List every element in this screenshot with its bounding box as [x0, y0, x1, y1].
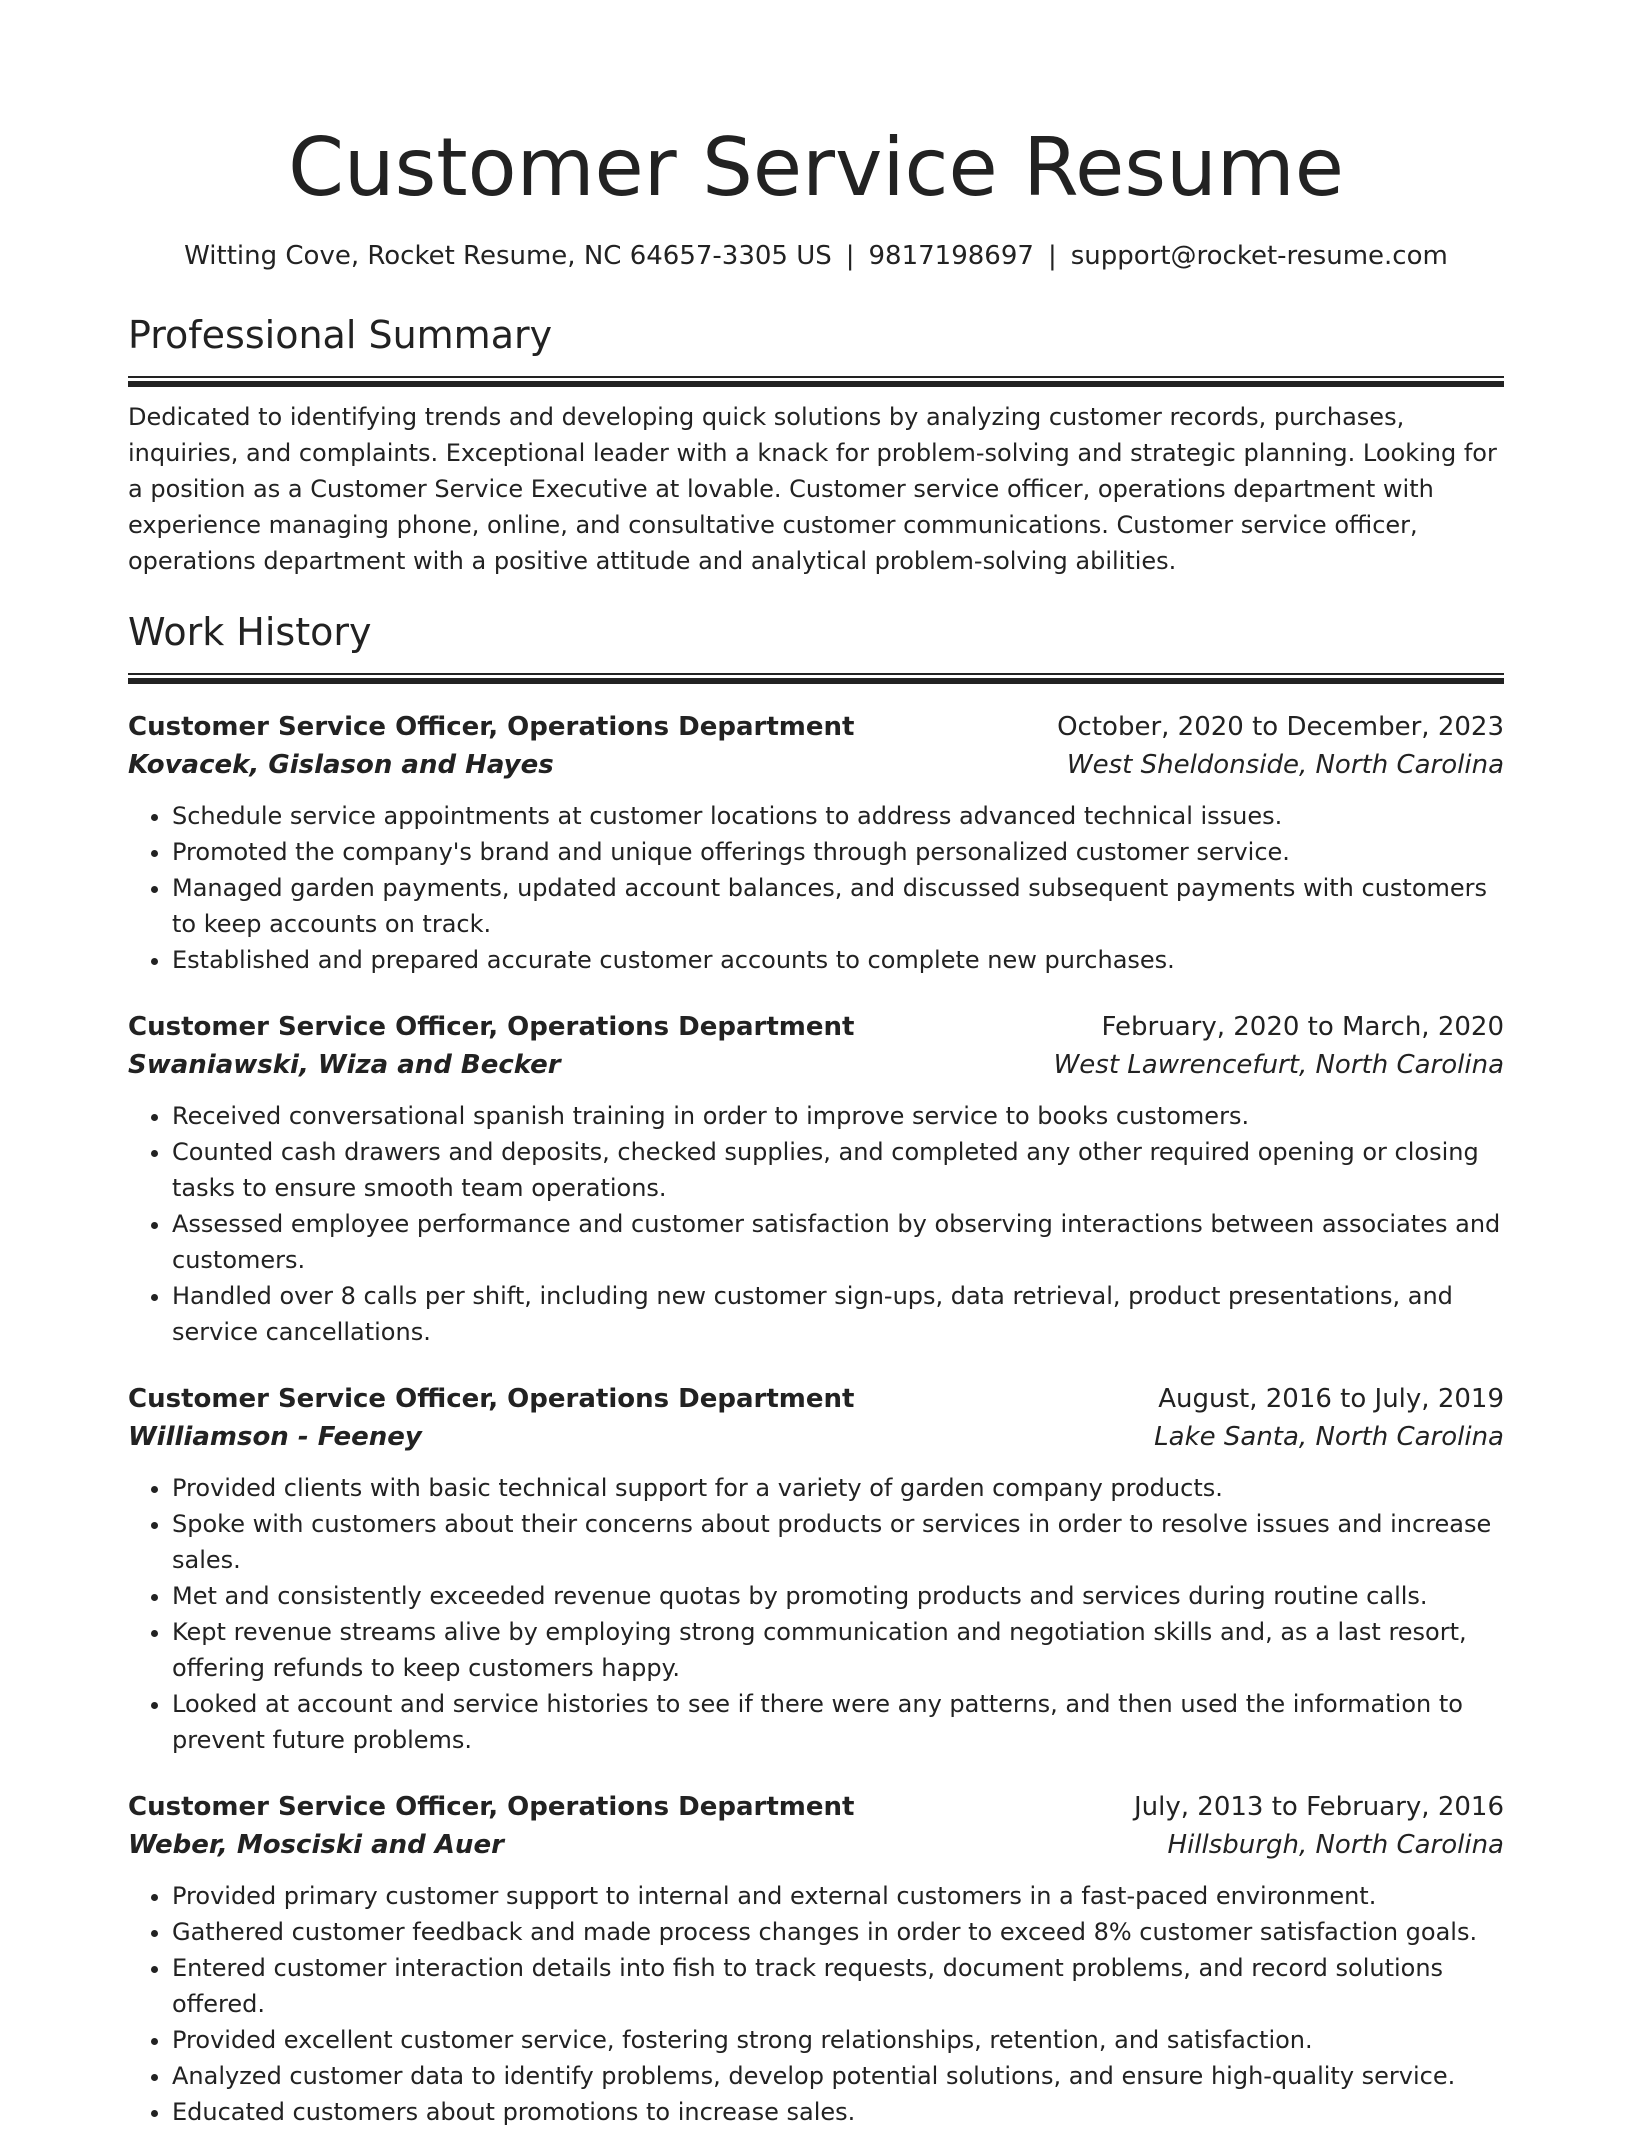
job-bullets — [128, 1878, 1504, 2130]
job-entry — [128, 1380, 1504, 1758]
contact-address: Witting Cove, Rocket Resume, NC 64657-3305 US — [184, 241, 832, 271]
job-title: Customer Service Officer, Operations Department — [128, 1792, 855, 1822]
job-bullet: • Established and prepared accurate customer accounts to complete new purchases. — [172, 942, 1504, 978]
job-location: West Lawrencefurt, North Carolina — [1053, 1050, 1504, 1080]
job-dates: August, 2016 to July, 2019 — [1158, 1384, 1504, 1414]
resume-title: Customer Service Resume — [288, 121, 1344, 214]
job-bullet: • Managed garden payments, updated account balances, and discussed subsequent payments with customers to keep accounts on track. — [172, 870, 1504, 942]
job-bullet: • Gathered customer feedback and made process changes in order to exceed 8% customer satisfaction goals. — [172, 1914, 1504, 1950]
job-entry — [128, 708, 1504, 978]
contact-line — [128, 238, 1504, 274]
job-bullet: • Met and consistently exceeded revenue quotas by promoting products and services during routine calls. — [172, 1578, 1504, 1614]
job-location: Lake Santa, North Carolina — [1154, 1422, 1504, 1452]
job-location: Hillsburgh, North Carolina — [1167, 1830, 1504, 1860]
job-bullets — [128, 1470, 1504, 1758]
job-company-row — [128, 1418, 1504, 1456]
job-bullet: • Handled over 8 calls per shift, including new customer sign-ups, data retrieval, product presentations, and service cancellations. — [172, 1278, 1504, 1350]
section-heading-summary: Professional Summary — [128, 313, 553, 357]
job-company-row — [128, 1046, 1504, 1084]
section-divider — [128, 376, 1504, 387]
job-dates: February, 2020 to March, 2020 — [1101, 1012, 1504, 1042]
job-company: Kovacek, Gislason and Hayes — [128, 750, 554, 780]
job-dates: October, 2020 to December, 2023 — [1057, 712, 1504, 742]
job-entry — [128, 1788, 1504, 2130]
job-title: Customer Service Officer, Operations Department — [128, 1384, 855, 1414]
contact-email: support@rocket-resume.com — [1070, 241, 1448, 271]
job-header-row — [128, 1380, 1504, 1418]
job-bullet: • Looked at account and service histories to see if there were any patterns, and then used the information to prevent future problems. — [172, 1686, 1504, 1758]
job-bullet: • Schedule service appointments at customer locations to address advanced technical issues. — [172, 798, 1504, 834]
job-bullet: • Educated customers about promotions to increase sales. — [172, 2094, 1504, 2130]
job-header-row — [128, 1788, 1504, 1826]
job-bullet: • Provided primary customer support to internal and external customers in a fast-paced environment. — [172, 1878, 1504, 1914]
job-dates: July, 2013 to February, 2016 — [1134, 1792, 1504, 1822]
section-divider — [128, 673, 1504, 684]
job-company: Swaniawski, Wiza and Becker — [128, 1050, 561, 1080]
job-bullets — [128, 1098, 1504, 1350]
section-heading-work-history: Work History — [128, 610, 372, 654]
job-bullet: • Spoke with customers about their concerns about products or services in order to resolve issues and increase sales. — [172, 1506, 1504, 1578]
job-bullet: • Provided clients with basic technical support for a variety of garden company products. — [172, 1470, 1504, 1506]
work-history-section — [128, 607, 1504, 2130]
job-title: Customer Service Officer, Operations Department — [128, 1012, 855, 1042]
job-bullet: • Received conversational spanish training in order to improve service to books customers. — [172, 1098, 1504, 1134]
job-company-row — [128, 746, 1504, 784]
job-title: Customer Service Officer, Operations Department — [128, 712, 855, 742]
contact-separator: | — [845, 241, 855, 271]
job-company-row — [128, 1826, 1504, 1864]
contact-phone: 9817198697 — [868, 241, 1034, 271]
contact-separator: | — [1047, 241, 1057, 271]
job-company: Weber, Mosciski and Auer — [128, 1830, 504, 1860]
job-bullet: • Promoted the company's brand and unique offerings through personalized customer service. — [172, 834, 1504, 870]
job-bullet: • Counted cash drawers and deposits, checked supplies, and completed any other required opening or closing tasks to ensure smooth team operations. — [172, 1134, 1504, 1206]
job-bullets — [128, 798, 1504, 978]
professional-summary-section — [128, 310, 1504, 579]
job-bullet: • Entered customer interaction details into fish to track requests, document problems, and record solutions offered. — [172, 1950, 1504, 2022]
job-bullet: • Provided excellent customer service, fostering strong relationships, retention, and satisfaction. — [172, 2022, 1504, 2058]
job-bullet: • Kept revenue streams alive by employing strong communication and negotiation skills and, as a last resort, offering refunds to keep customers happy. — [172, 1614, 1504, 1686]
summary-text: Dedicated to identifying trends and developing quick solutions by analyzing customer records, purchases, inquiries, and complaints. Exceptional leader with a knack for problem-solving and strategic planning. Looking for a position as a Customer Service Executive at lovable. Customer service officer, operations department with experience managing phone, online, and consultative customer communications. Customer service officer, operations department with a positive attitude and analytical problem-solving abilities. — [128, 403, 1497, 575]
job-header-row — [128, 1008, 1504, 1046]
job-location: West Sheldonside, North Carolina — [1066, 750, 1504, 780]
job-company: Williamson - Feeney — [128, 1422, 422, 1452]
job-entry — [128, 1008, 1504, 1350]
job-header-row — [128, 708, 1504, 746]
job-bullet: • Assessed employee performance and customer satisfaction by observing interactions between associates and customers. — [172, 1206, 1504, 1278]
job-bullet: • Analyzed customer data to identify problems, develop potential solutions, and ensure high-quality service. — [172, 2058, 1504, 2094]
